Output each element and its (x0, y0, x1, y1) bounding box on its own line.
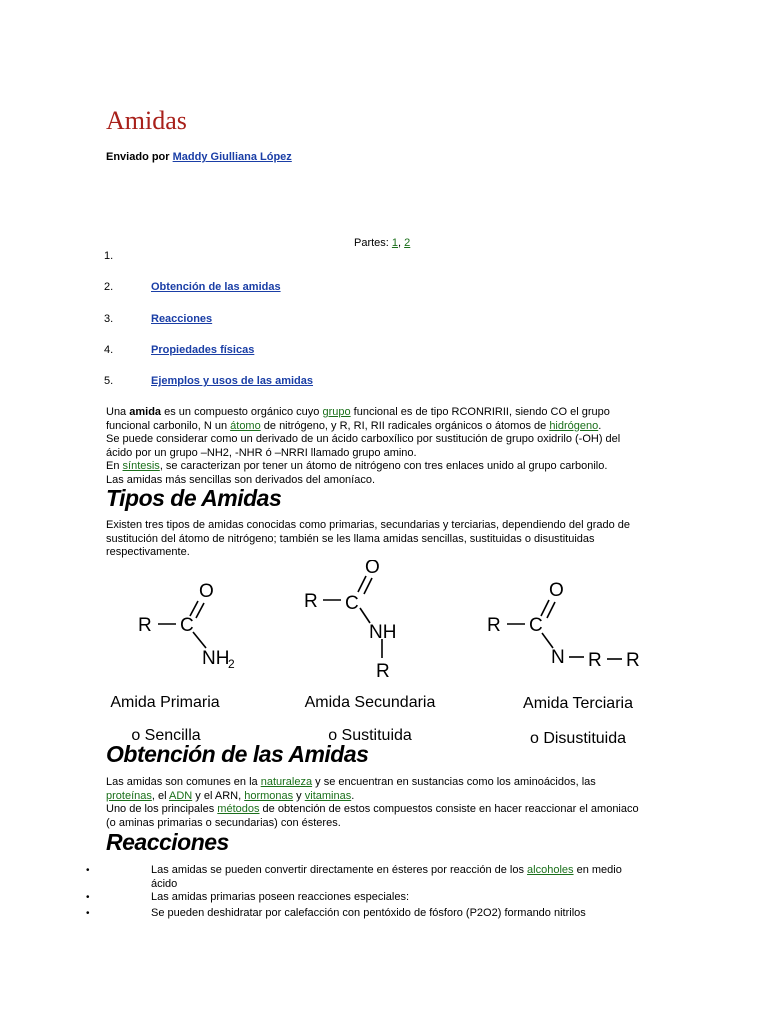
text-run: de nitrógeno, y R, RI, RII radicales orgánicos o átomos de (260, 419, 550, 432)
section-heading-obtencion: Obtención de las Amidas (106, 741, 369, 767)
toc-number: 4. (104, 344, 114, 356)
text-run: , se caracterizan por tener un átomo de nitrógeno con tres enlaces unido al grupo carbonilo. (159, 460, 608, 472)
double-bond-line (190, 601, 198, 616)
toc-link-propiedades[interactable]: Propiedades físicas (151, 344, 255, 356)
caption-disustituida: o Disustituida (529, 730, 627, 747)
bond-line (542, 633, 553, 648)
atom-label: C (345, 593, 359, 614)
author-line (106, 151, 292, 163)
adn-link[interactable]: ADN (169, 789, 193, 802)
text-run: de obtención de estos compuestos consiste en hacer reaccionar el amoniaco (o aminas primarias o secundarias) con ésteres. (106, 803, 639, 829)
intro-text (106, 406, 646, 487)
text-run: . (598, 419, 602, 432)
parts-label: Partes: (354, 237, 392, 249)
author-link[interactable]: Maddy Giulliana López (172, 151, 292, 163)
text-run: Uno de los principales (106, 803, 218, 815)
parts-separator: , (398, 237, 405, 249)
part-2-link[interactable]: 2 (404, 237, 411, 249)
obtencion-text (106, 776, 646, 830)
double-bond-line (364, 578, 372, 594)
toc-number: 2. (104, 281, 114, 293)
atom-label: R (626, 650, 640, 671)
atom-label: O (365, 560, 380, 578)
toc-link-ejemplos[interactable]: Ejemplos y usos de las amidas (151, 375, 314, 387)
caption-primaria: Amida Primaria (110, 694, 220, 711)
atom-label: R (138, 615, 152, 636)
section-heading-tipos: Tipos de Amidas (106, 485, 282, 511)
atom-label: NH (369, 622, 397, 643)
vitaminas-link[interactable]: vitaminas (304, 789, 352, 802)
toc-number: 3. (104, 313, 114, 325)
double-bond-line (358, 576, 366, 592)
sintesis-link[interactable]: síntesis (122, 460, 160, 472)
text-run: y el ARN, (192, 789, 245, 802)
amide-types-figure (0, 560, 768, 750)
list-item-text: Las amidas primarias poseen reacciones especiales: (151, 891, 410, 903)
tipos-text: Existen tres tipos de amidas conocidas como primarias, secundarias y terciarias, dependiendo del grado de sustitución del átomo de nitrógeno; también se les llama amidas sencillas, sustituidas o disustituidas respectivamente. (106, 519, 631, 558)
amida-bold: amida (129, 406, 162, 418)
hormonas-link[interactable]: hormonas (244, 789, 294, 802)
bullet-icon: • (86, 892, 90, 903)
text-run: Las amidas se pueden convertir directamente en ésteres por reacción de los (151, 864, 528, 876)
hidrogeno-link[interactable]: hidrógeno (549, 419, 599, 432)
alcoholes-link[interactable]: alcoholes (527, 864, 574, 876)
metodos-link[interactable]: métodos (217, 803, 260, 815)
atom-label: C (180, 615, 194, 636)
text-run: y se encuentran en sustancias como los aminoácidos, las (312, 776, 596, 788)
text-run: Una (106, 406, 130, 418)
bullet-icon: • (86, 908, 90, 919)
intro-p2: Se puede considerar como un derivado de un ácido carboxílico por sustitución de grupo oxidrilo (-OH) del ácido por un grupo –NH2, -NHR ó –NRRI llamado grupo amino. (106, 433, 621, 459)
atom-label: R (376, 661, 390, 682)
grupo-link[interactable]: grupo (322, 406, 351, 418)
list-item-text (151, 864, 641, 891)
atom-label: N (551, 647, 565, 668)
text-run: y (293, 789, 305, 802)
atom-label: O (549, 580, 564, 601)
page-title: Amidas (106, 106, 187, 135)
toc-number: 5. (104, 375, 114, 387)
text-run: En (106, 460, 123, 472)
toc-link-obtencion[interactable]: Obtención de las amidas (151, 281, 281, 293)
atomo-link[interactable]: átomo (230, 419, 261, 432)
double-bond-line (541, 600, 549, 616)
atom-label: R (588, 650, 602, 671)
bond-line (360, 608, 370, 623)
intro-p4: Las amidas más sencillas son derivados del amoníaco. (106, 473, 376, 486)
double-bond-line (547, 602, 555, 618)
atom-label: O (199, 581, 214, 602)
text-run: . (351, 789, 355, 802)
caption-secundaria: Amida Secundaria (304, 694, 436, 711)
text-run: , el (151, 789, 169, 802)
proteinas-link[interactable]: proteínas (106, 789, 152, 802)
caption-sencilla: o Sencilla (131, 727, 201, 744)
bond-line (193, 632, 206, 648)
bullet-icon: • (86, 865, 90, 876)
caption-terciaria: Amida Terciaria (523, 695, 633, 712)
atom-subscript: 2 (228, 657, 235, 671)
atom-label: R (304, 591, 318, 612)
atom-label: NH (202, 648, 230, 669)
sent-by-label: Enviado por (106, 151, 173, 163)
naturaleza-link[interactable]: naturaleza (260, 776, 313, 788)
double-bond-line (196, 603, 204, 618)
parts-nav (354, 237, 410, 249)
text-run: en medio ácido (151, 864, 622, 890)
list-item-text: Se pueden deshidratar por calefacción con pentóxido de fósforo (P2O2) formando nitrilos (151, 907, 586, 919)
section-heading-reacciones: Reacciones (106, 829, 229, 855)
text-run: Las amidas son comunes en la (106, 776, 261, 788)
part-1-link[interactable]: 1 (391, 237, 399, 249)
atom-label: C (529, 615, 543, 636)
text-run: funcional es de tipo RCONRIRII, siendo CO el grupo funcional carbonilo, N un (106, 406, 610, 432)
toc-link-reacciones[interactable]: Reacciones (151, 313, 213, 325)
toc-number: 1. (104, 250, 114, 262)
atom-label: R (487, 615, 501, 636)
text-run: es un compuesto orgánico cuyo (161, 406, 323, 418)
caption-sustituida: o Sustituida (328, 727, 412, 744)
